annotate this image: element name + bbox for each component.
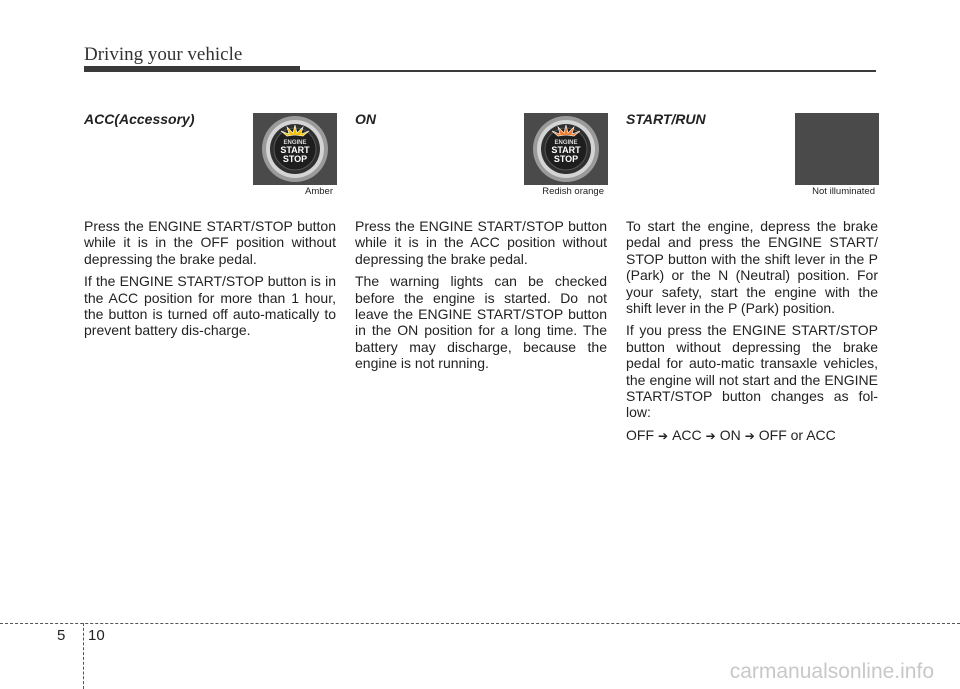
button-line-2: START (551, 145, 581, 155)
watermark: carmanualsonline.info (729, 660, 934, 683)
section-title: ON (355, 111, 376, 127)
state-sequence (626, 427, 878, 444)
engine-button-figure-on (524, 113, 608, 199)
section-body (626, 218, 878, 444)
section-start-run (626, 110, 878, 443)
section-body (84, 218, 336, 345)
paragraph: The warning lights can be checked before the engine is started. Do not leave the ENGINE START/STOP button in the ON position for a long time. The battery may discharge, because the engine is not running. (355, 273, 607, 372)
sequence-step: OFF (626, 426, 654, 443)
figure-caption: Redish orange (524, 185, 608, 199)
heavy-right-arrow-icon: ➔ (744, 428, 755, 443)
sequence-step: ACC (672, 426, 702, 443)
button-line-1: ENGINE (283, 140, 307, 146)
heavy-right-arrow-icon: ➔ (705, 428, 716, 443)
engine-button-figure-acc (253, 113, 337, 199)
section-body (355, 218, 607, 378)
chapter-number: 5 (57, 627, 66, 644)
header-title: Driving your vehicle (84, 44, 243, 65)
engine-start-stop-button-icon (524, 113, 608, 185)
footer-rule (0, 623, 960, 624)
paragraph: Press the ENGINE START/STOP button while it is in the ACC position without depressing the brake pedal. (355, 218, 607, 267)
engine-button-figure-start-run (795, 113, 879, 199)
button-line-1: ENGINE (554, 140, 578, 146)
section-on (355, 110, 607, 372)
sequence-step: OFF or ACC (758, 426, 836, 443)
figure-caption: Amber (253, 185, 337, 199)
sequence-step: ON (719, 426, 741, 443)
section-acc (84, 110, 336, 339)
section-title: ACC(Accessory) (84, 111, 195, 127)
section-title: START/RUN (626, 111, 706, 127)
figure-caption: Not illuminated (795, 185, 879, 199)
button-line-2: START (280, 145, 310, 155)
button-line-3: STOP (282, 154, 308, 164)
button-line-3: STOP (553, 154, 579, 164)
engine-start-stop-button-icon (253, 113, 337, 185)
header-rule-thick (84, 66, 300, 72)
paragraph: If the ENGINE START/STOP button is in the ACC position for more than 1 hour, the button is turned off auto-matically to prevent battery dis-charge. (84, 273, 336, 339)
heavy-right-arrow-icon: ➔ (658, 428, 669, 443)
footer-divider (83, 623, 84, 689)
paragraph: Press the ENGINE START/STOP button while it is in the OFF position without depressing the brake pedal. (84, 218, 336, 267)
paragraph: To start the engine, depress the brake pedal and press the ENGINE START/ STOP button with the shift lever in the P (Park) or the N (Neutral) position. For your safety, start the engine with the shift lever in the P (Park) position. (626, 218, 878, 317)
page-number: 10 (88, 627, 105, 644)
paragraph: If you press the ENGINE START/STOP button without depressing the brake pedal for auto-matic transaxle vehicles, the engine will not start and the ENGINE START/STOP button changes as fol-low: (626, 322, 878, 421)
header-rule-thin (300, 70, 876, 72)
